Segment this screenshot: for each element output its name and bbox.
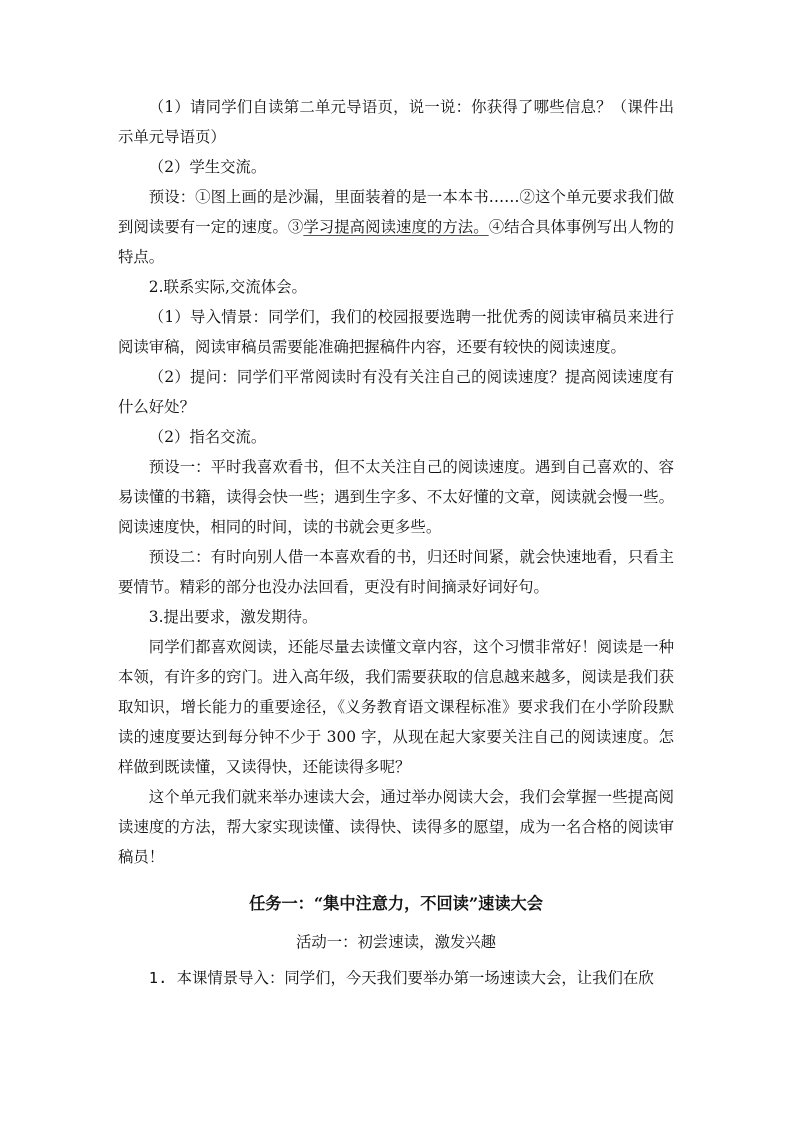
paragraph-6: （2）提问：同学们平常阅读时有没有关注自己的阅读速度？提高阅读速度有什么好处？: [118, 368, 674, 416]
paragraph-4: 2.联系实际,交流体会。: [148, 278, 307, 296]
paragraph-2: （2）学生交流。: [148, 158, 267, 176]
paragraph-3-before: 预设：①图上画的是沙漏，里面装着的是一本本书……②这个单元要求我们做到阅读要有一定的速度。③: [118, 188, 674, 236]
paragraph-9: 预设二：有时向别人借一本喜欢看的书，归还时间紧，就会快速地看，只看主要情节。精彩的部分也没办法回看，更没有时间摘录好词好句。: [118, 548, 674, 596]
paragraph-7: （2）指名交流。: [148, 428, 267, 446]
paragraph-10: 3.提出要求，激发期待。: [148, 608, 318, 626]
underlined-phrase: 学习提高阅读速度的方法。: [303, 218, 489, 236]
activity-heading: 活动一：初尝速读，激发兴趣: [295, 933, 497, 951]
paragraph-3: [118, 182, 674, 272]
paragraph-12: 这个单元我们就来举办速读大会，通过举办阅读大会，我们会掌握一些提高阅读速度的方法，帮大家实现读懂、读得快、读得多的愿望，成为一名合格的阅读审稿员！: [118, 788, 674, 866]
paragraph-5: （1）导入情景：同学们，我们的校园报要选聘一批优秀的阅读审稿员来进行阅读审稿，阅读审稿员需要能准确把握稿件内容，还要有较快的阅读速度。: [118, 308, 674, 356]
paragraph-8: 预设一：平时我喜欢看书，但不太关注自己的阅读速度。遇到自己喜欢的、容易读懂的书籍，读得会快一些；遇到生字多、不太好懂的文章，阅读就会慢一些。阅读速度快，相同的时间，读的书就会更多些。: [118, 458, 674, 536]
paragraph-1: （1）请同学们自读第二单元导语页，说一说：你获得了哪些信息？（课件出示单元导语页）: [118, 98, 674, 146]
paragraph-11: 同学们都喜欢阅读，还能尽量去读懂文章内容，这个习惯非常好！阅读是一种本领，有许多的窍门。进入高年级，我们需要获取的信息越来越多，阅读是我们获取知识，增长能力的重要途径，《义务教育语文课程标准》要求我们在小学阶段默读的速度要达到每分钟不少于 300 字，从现在起大家要关注自己的阅读速度。怎样做到既读懂，又读得快，还能读得多呢？: [118, 638, 674, 776]
task-heading: 任务一：“集中注意力，不回读”速读大会: [249, 894, 543, 913]
paragraph-last: 1. 本课情景导入：同学们，今天我们要举办第一场速读大会，让我们在欣: [148, 969, 654, 987]
paragraph-3-after: ④结合具体事例写出人物的特点。: [118, 218, 674, 266]
document-body: [118, 92, 674, 993]
